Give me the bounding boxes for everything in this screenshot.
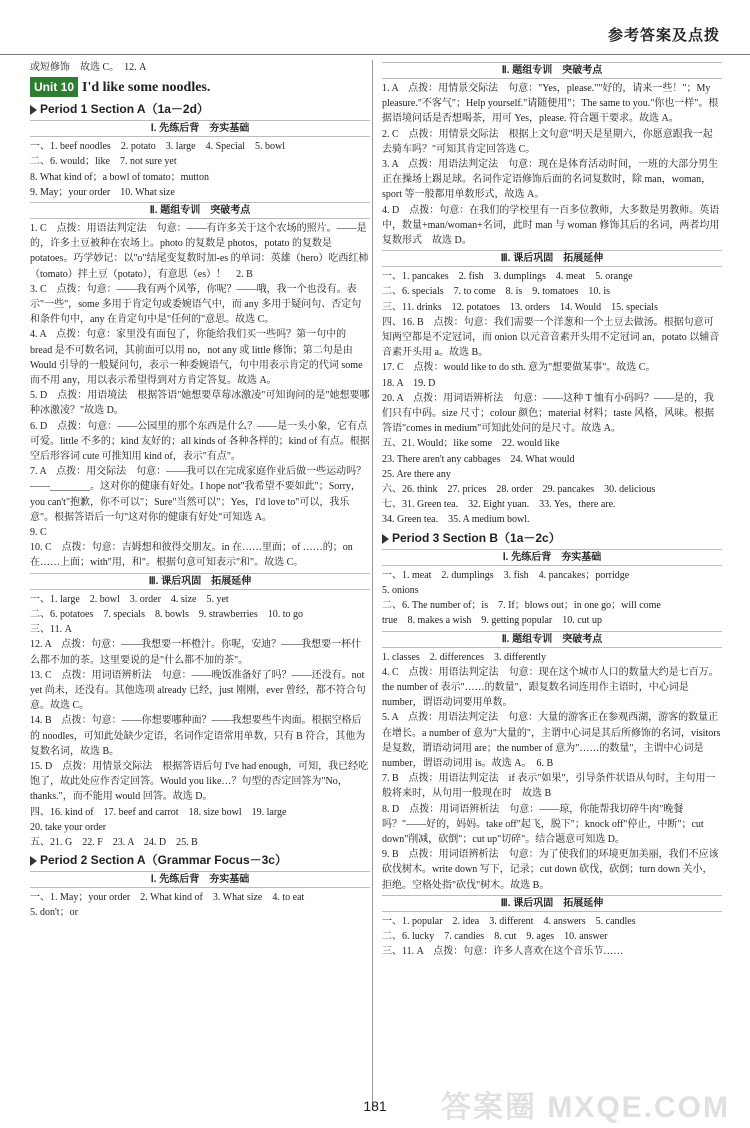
answer-explanation: 5. A 点拨：用语法判定法 句意：大量的游客正在参观西湖，游客的数量正在增长。a number of 意为"大量的"，主谓中心词是其后所修饰的名词，visitors 是复数，谓语动词用 are；the number of 意为"……的数量"，主谓中心词是 number，谓语动词用 is。故选 A。 6. B (382, 712, 721, 769)
triangle-icon (30, 105, 37, 115)
answer-line: 三、11. drinks 12. potatoes 13. orders 14. Would 15. specials (382, 301, 658, 313)
answer-explanation: 15. D 点拨：用情景交际法 根据答语后句 I've had enough，可知，我已经吃饱了，故此处应作否定回答。Would you like…？句型的否定回答为"No，thanks."，而不能用 would 回答。故选 D。 (30, 760, 369, 803)
answer-line: 一、1. May；your order 2. What kind of 3. What size 4. to eat (30, 892, 305, 904)
section-heading: Ⅰ. 先练后背 夯实基础 (30, 871, 370, 888)
answer-explanation: 1. C 点拨：用语法判定法 句意：——有许多关于这个农场的照片。——是的，许多土豆被种在农场上。photo 的复数是 photos，potato 的复数是 potatoes。巧学妙记：以"o"结尾变复数时加-es 的单词：英雄（hero）吃西红柿（tomato）拌土豆（potato），有意思（es）！ 2. B (30, 223, 369, 280)
period-title: Period 2 Section A（Grammar Focus－3c） (40, 853, 287, 868)
period-heading (30, 851, 370, 869)
section-heading: Ⅲ. 课后巩固 拓展延伸 (382, 250, 722, 267)
answer-line: 一、1. large 2. bowl 3. order 4. size 5. yet (30, 593, 229, 605)
answer-explanation: 7. A 点拨：用交际法 句意：——我可以在完成家庭作业后做一些运动吗？——________。这对你的健康有好处。I hope not"我希望不要如此"；Sorry，you can't"抱歉，你不可以"；Sure"当然可以"；Yes，I'd love to"可以，我乐意"。根据答语后一句"这对你的健康有好处"可知选 A。 (30, 466, 367, 523)
answer-explanation: 20. A 点拨：用词语辨析法 句意：——这种 T 恤有小码吗？——是的，我们只有中码。size 尺寸；colour 颜色；material 材料；taste 风格，风味。根据答语"comes in medium"可知此处问的是尺寸。故选 A。 (382, 392, 715, 435)
answer-line: 二、6. would；like 7. not sure yet (30, 156, 177, 168)
section-heading: Ⅱ. 题组专训 突破考点 (382, 62, 722, 79)
answer-line: 25. Are there any (382, 468, 451, 480)
period-heading (30, 100, 370, 118)
watermark-logo: 答案圈 MXQE.COM (440, 1091, 730, 1124)
unit-tag: Unit 10 (30, 77, 78, 97)
left-column (30, 60, 370, 921)
answer-explanation: 4. A 点拨：句意：家里没有面包了，你能给我们买一些吗？第一句中的 bread 是不可数名词，其前面可以用 no，not any 或 little 修饰；第二句是由 Would 引导的一般疑问句，表示一种委婉语气，句中用表示肯定的代词 some 而不用 any，用以表示希望得到对方肯定答复。故选 A。 (30, 329, 363, 387)
answer-explanation: 4. C 点拨：用语法判定法 句意：现在这个城市人口的数量大约是七百万。the number of 表示"……的数量"，跟复数名词连用作主语时，中心词是 number，谓语动词要用单数。 (382, 666, 719, 709)
answer-line: 或短修饰 故选 C。 12. A (30, 62, 147, 73)
answer-line: 五、21. G 22. F 23. A 24. D 25. B (30, 836, 198, 848)
answer-line: 5. onions (382, 584, 419, 596)
answer-explanation: 3. C 点拨：句意：——我有两个风筝，你呢？——哦，我一个也没有。表示"一些"，some 多用于肯定句或委婉语气中，而 any 多用于疑问句、否定句和条件句中，any 在肯定句中是"任何的"意思。故选 C。 (30, 283, 362, 326)
right-column (382, 60, 722, 959)
period-heading (382, 529, 722, 547)
period-title: Period 1 Section A（1a－2d） (40, 102, 209, 117)
answer-line: 二、6. specials 7. to come 8. is 9. tomatoes 10. is (382, 286, 611, 298)
section-heading: Ⅰ. 先练后背 夯实基础 (30, 120, 370, 137)
answer-explanation: 1. A 点拨：用情景交际法 句意："Yes，please.""好的，请来一些！"；My pleasure."不客气"；Help yourself."请随便用"；The same to you."你也一样"。根据语境问话是否想喝茶，用可 Yes，please. 符合题干要求。故选 A。 (382, 83, 719, 125)
answer-line: 17. C 点拨：would like to do sth. 意为"想要做某事"。故选 C。 (382, 362, 656, 374)
answer-line: 8. What kind of；a bowl of tomato；mutton (30, 171, 209, 183)
answer-line: 三、11. A (30, 624, 72, 636)
answer-explanation: 8. D 点拨：用词语辨析法 句意：——琼，你能帮我切碎牛肉"晚餐吗？"——好的，妈妈。take off"起飞，脱下"；knock off"停止，中断"；cut down"削减，砍倒"；cut up"切碎"。结合题意可知选 D。 (382, 803, 704, 845)
answer-line: 二、6. The number of；is 7. If；blows out；in one go；will come (382, 600, 661, 612)
answer-line: 一、1. pancakes 2. fish 3. dumplings 4. meat 5. orange (382, 271, 633, 283)
answer-line: 六、26. think 27. prices 28. order 29. pancakes 30. delicious (382, 484, 656, 496)
answer-explanation: 四、16. B 点拨：句意：我们需要一个洋葱和一个土豆去做汤。根据句意可知两空都是不定冠词，而 onion 以元音音素开头用不定冠词 an，potato 以辅音音素开头用 a。故选 B。 (382, 316, 720, 359)
column-divider (372, 60, 373, 1110)
answer-explanation: 3. A 点拨：用语法判定法 句意：现在是体育活动时间，一班的大部分男生正在操场上踢足球。名词作定语修饰后面的名词复数时，除 man，woman，sport 等一般都用单数形式，故选 A。 (382, 159, 719, 201)
answer-line: 七、31. Green tea. 32. Eight yuan. 33. Yes，there are. (382, 499, 616, 511)
answer-line: 34. Green tea. 35. A medium bowl. (382, 514, 530, 526)
triangle-icon (30, 856, 37, 866)
answer-line: 23. There aren't any cabbages 24. What would (382, 453, 575, 465)
answer-explanation: 13. C 点拨：用词语辨析法 句意：——晚饭准备好了吗？——还没有。not yet 尚未，还没有。其他选项 already 已经，just 刚刚，ever 曾经，都不符合句意。故选 C。 (30, 669, 366, 712)
answer-line: 二、6. lucky 7. candies 8. cut 9. ages 10. answer (382, 930, 608, 942)
answer-explanation: 12. A 点拨：句意：——我想要一杯橙汁。你呢，安迪？——我想要一杯什么都不加的茶。这里要说的是"什么都不加的茶"。 (30, 639, 362, 666)
answer-line: 五、21. Would；like some 22. would like (382, 438, 560, 450)
triangle-icon (382, 534, 389, 544)
unit-title: I'd like some noodles. (82, 80, 211, 96)
section-heading: Ⅲ. 课后巩固 拓展延伸 (382, 895, 722, 912)
answer-line: true 8. makes a wish 9. getting popular 10. cut up (382, 615, 602, 627)
page-number: 181 (363, 1098, 387, 1114)
answer-explanation: 10. C 点拨：句意：吉姆想和彼得交朋友。in 在……里面；of ……的；on 在……上面；with"用，和"。根据句意可知表示"和"。故选 C。 (30, 542, 353, 569)
answer-explanation: 14. B 点拨：句意：——你想要哪种面？——我想要些牛肉面。根据空格后的 noodles，可知此处缺少定语，名词作定语常用单数，只有 B 符合，其他为复数名词，故选 B。 (30, 715, 366, 757)
answer-line: 9. May；your order 10. What size (30, 186, 175, 198)
answer-line: 5. don't；or (30, 907, 78, 919)
answer-line: 二、6. potatoes 7. specials 8. bowls 9. strawberries 10. to go (30, 608, 304, 620)
answer-line: 一、1. beef noodles 2. potato 3. large 4. Special 5. bowl (30, 141, 286, 153)
section-heading: Ⅱ. 题组专训 突破考点 (382, 631, 722, 648)
answer-explanation: 2. C 点拨：用情景交际法 根据上文句意"明天是星期六，你愿意跟我一起去骑车吗？"可知其肯定回答选 C。 (382, 128, 713, 155)
section-heading: Ⅰ. 先练后背 夯实基础 (382, 549, 722, 566)
page-header (0, 0, 750, 55)
answer-line: 一、1. popular 2. idea 3. different 4. answers 5. candles (382, 915, 636, 927)
unit-heading (30, 77, 370, 98)
period-title: Period 3 Section B（1a－2c） (392, 530, 561, 545)
answer-line: 一、1. meat 2. dumplings 3. fish 4. pancakes；porridge (382, 569, 630, 581)
answer-line: 1. classes 2. differences 3. differently (382, 651, 547, 663)
answer-explanation: 6. D 点拨：句意：——公园里的那个东西是什么？——是一头小象，它有点可爱。little 不多的；kind 友好的；all kinds of 各种各样的；kind of 有点。根据空后形容词 cute 可推知用 kind of，表示"有点"。 (30, 420, 370, 463)
answer-explanation: 7. B 点拨：用语法判定法 if 表示"如果"，引导条件状语从句时，主句用一般将来时，从句用一般现在时 故选 B (382, 773, 716, 800)
answer-line: 18. A 19. D (382, 377, 436, 389)
answer-explanation: 9. B 点拨：用词语辨析法 句意：为了使我们的环境更加美丽，我们不应该砍伐树木。write down 写下，记录；cut down 砍伐，砍倒；turn down 关小，拒绝。空格处指"砍伐"树木。故选 B。 (382, 849, 719, 891)
answer-line: 三、11. A 点拨：句意：许多人喜欢在这个音乐节…… (382, 946, 624, 958)
answer-explanation: 4. D 点拨：句意：在我们的学校里有一百多位教师，大多数是男教师。英语中，数量+man/woman+名词，此时 man 与 woman 修饰其后的名词，两者均用复数形式 故选 D。 (382, 204, 720, 247)
answer-line: 20. take your order (30, 821, 107, 833)
section-heading: Ⅱ. 题组专训 突破考点 (30, 202, 370, 219)
header-title: 参考答案及点拨 (607, 28, 720, 44)
answer-explanation: 5. D 点拨：用语境法 根据答语"她想要草莓冰激凌"可知询问的是"她想要哪种冰激凌？"故选 D。 (30, 390, 370, 417)
answer-line: 9. C (30, 527, 47, 539)
answer-line: 四、16. kind of 17. beef and carrot 18. size bowl 19. large (30, 806, 287, 818)
section-heading: Ⅲ. 课后巩固 拓展延伸 (30, 573, 370, 590)
